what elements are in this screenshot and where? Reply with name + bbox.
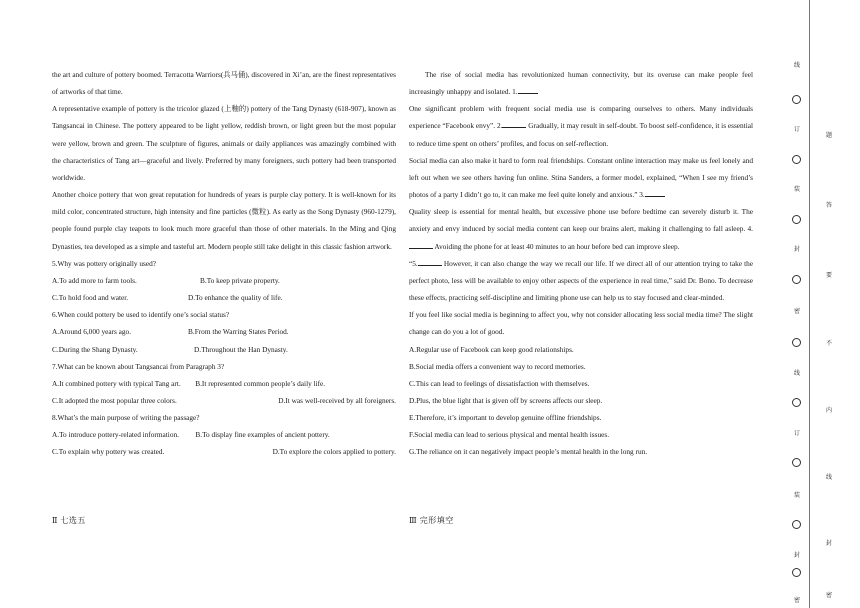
option-a: A.It combined pottery with typical Tang art. [52, 378, 181, 388]
binding-char: 装 [793, 186, 800, 193]
paragraph-text: Avoiding the phone for at least 40 minutes to an hour before bed can improve sleep. [433, 241, 680, 251]
options-row [52, 443, 396, 460]
binding-char: 订 [793, 126, 800, 133]
options-row [52, 375, 396, 392]
answer-blank-2[interactable] [502, 120, 526, 128]
paragraph [409, 66, 753, 100]
binding-char: 封 [825, 540, 832, 547]
options-row [52, 392, 396, 409]
binding-line [809, 0, 810, 608]
option-b: B.From the Warring States Period. [188, 327, 289, 337]
paragraph [409, 100, 753, 151]
binding-hole [792, 215, 801, 224]
options-row [52, 289, 396, 306]
option-d: D.Plus, the blue light that is given off by screens affects our sleep. [409, 395, 603, 405]
binding-char: 线 [793, 370, 800, 377]
paragraph-text: The rise of social media has revolutionized human connectivity, but its overuse can make people feel increasingly unhappy and isolated. 1. [409, 70, 753, 97]
option-d: D.To enhance the quality of life. [188, 293, 283, 303]
paragraph-text: One significant problem with frequent social media use is comparing ourselves to others. Many individuals experience “Facebook envy”. 2. [409, 104, 753, 131]
left-column [52, 66, 396, 461]
binding-char: 密 [793, 308, 800, 315]
binding-char: 要 [825, 272, 832, 279]
question-8: 8.What’s the main purpose of writing the passage? [52, 413, 200, 423]
option-c: C.It adopted the most popular three colors. [52, 395, 177, 405]
option-c: C.This can lead to feelings of dissatisfaction with themselves. [409, 378, 590, 388]
binding-hole [792, 568, 801, 577]
binding-hole [792, 520, 801, 529]
binding-hole [792, 155, 801, 164]
option-a: A.To introduce pottery-related information. [52, 430, 179, 440]
option-g: G.The reliance on it can negatively impact people’s mental health in the long run. [409, 447, 648, 457]
option-a: A.Regular use of Facebook can keep good relationships. [409, 344, 574, 354]
answer-blank-5[interactable] [418, 258, 442, 266]
binding-hole [792, 338, 801, 347]
answer-blank-3[interactable] [645, 189, 665, 197]
option-a: A.Around 6,000 years ago. [52, 327, 132, 337]
paragraph [409, 203, 753, 254]
paragraph-text: Gradually, it may result in self-doubt. To boost self-confidence, it is essential to reduce time spent on others’ profiles, and focus on self-reflection. [409, 121, 754, 148]
binding-char: 密 [825, 592, 832, 599]
binding-hole [792, 398, 801, 407]
option-f: F.Social media can lead to serious physical and mental health issues. [409, 430, 610, 440]
binding-char: 答 [825, 202, 832, 209]
option-c: C.During the Shang Dynasty. [52, 344, 138, 354]
binding-char: 封 [793, 246, 800, 253]
binding-char: 封 [793, 552, 800, 559]
options-row [52, 426, 396, 443]
paragraph [409, 152, 753, 203]
right-column [409, 66, 753, 461]
option-e: E.Therefore, it’s important to develop genuine offline friendships. [409, 413, 602, 423]
answer-blank-4[interactable] [409, 241, 433, 249]
question-6: 6.When could pottery be used to identify one’s social status? [52, 310, 230, 320]
section-heading-ii: Ⅱ 七选五 [52, 516, 86, 525]
binding-char: 订 [793, 430, 800, 437]
paragraph-text: Social media can also make it hard to form real friendships. Constant online interaction may make us feel lonely and left out when we see others having fun online. Stina Sanders, a former model, explained, “When I see my friend’s photos of a party I didn’t go to, it can make me feel quite lonely and anxious.” 3. [409, 155, 753, 200]
paragraph-text: Quality sleep is essential for mental health, but excessive phone use before bedtime can severely disturb it. The anxiety and envy induced by social media content can keep our brains alert, making it challenging to fall asleep. 4. [409, 207, 753, 234]
binding-char: 内 [825, 407, 832, 414]
binding-char: 线 [793, 62, 800, 69]
paragraph: the art and culture of pottery boomed. Terracotta Warriors(兵马俑), discovered in Xi’an, are the finest representatives of artworks of that time. [52, 70, 396, 97]
section-heading-iii: Ⅲ 完形填空 [409, 516, 454, 525]
paragraph [409, 255, 753, 306]
binding-char: 密 [793, 597, 800, 604]
question-7: 7.What can be known about Tangsancai from Paragraph 3? [52, 361, 225, 371]
paragraph: If you feel like social media is beginning to affect you, why not consider allocating less social media time? The slight change can do you a lot of good. [409, 310, 753, 337]
binding-char: 题 [825, 132, 832, 139]
option-c: C.To hold food and water. [52, 293, 129, 303]
binding-char: 线 [825, 474, 832, 481]
options-row [52, 341, 396, 358]
binding-char: 装 [793, 492, 800, 499]
option-b: B.To display fine examples of ancient pottery. [195, 430, 330, 440]
binding-hole [792, 458, 801, 467]
binding-hole [792, 95, 801, 104]
answer-blank-1[interactable] [518, 86, 538, 94]
question-5: 5.Why was pottery originally used? [52, 258, 156, 268]
option-b: B.To keep private property. [200, 275, 280, 285]
option-b: B.It represented common people’s daily life. [195, 378, 326, 388]
option-b: B.Social media offers a convenient way to record memories. [409, 361, 586, 371]
options-row [52, 272, 396, 289]
option-a: A.To add more to farm tools. [52, 275, 137, 285]
paragraph: Another choice pottery that won great reputation for hundreds of years is purple clay pottery. It is well-known for its mild color, concentrated structure, high intensity and fine particles (微粒). As early as the Song Dynasty (960-1279), people found purple clay teapots to look much more graceful than those of other materials. In the Ming and Qing Dynasties, tea developed as a simple and tasteful art. Modern people still take delight in this classic fashion artwork. [52, 190, 396, 251]
option-c: C.To explain why pottery was created. [52, 447, 165, 457]
binding-hole [792, 275, 801, 284]
option-d: D.To explore the colors applied to pottery. [272, 447, 396, 457]
paragraph: A representative example of pottery is the tricolor glazed (上釉的) pottery of the Tang Dynasty (618-907), known as Tangsancai in Chinese. The pottery appeared to be light yellow, reddish brown, or light green but the most popular were yellow, brown and green. The sculpture of figures, animals or daily appliances was amazingly combined with the characteristics of Tang art—graceful and lively. Preferred by many foreigners, such pottery had been transported worldwide. [52, 104, 396, 182]
paragraph-text: “5. [409, 258, 418, 268]
option-d: D.It was well-received by all foreigners. [278, 395, 396, 405]
paragraph-text: However, it can also change the way we recall our life. If we direct all of our attention trying to take the perfect photo, less will be available to enjoy other aspects of the experience in real time,” said Dr. Bono. To decrease these effects, practicing self-discipline and limiting phone use can help us to stay focused and clear-minded. [409, 258, 753, 303]
binding-margin [775, 0, 860, 608]
binding-char: 不 [825, 340, 832, 347]
options-row [52, 323, 396, 340]
option-d: D.Throughout the Han Dynasty. [194, 344, 288, 354]
